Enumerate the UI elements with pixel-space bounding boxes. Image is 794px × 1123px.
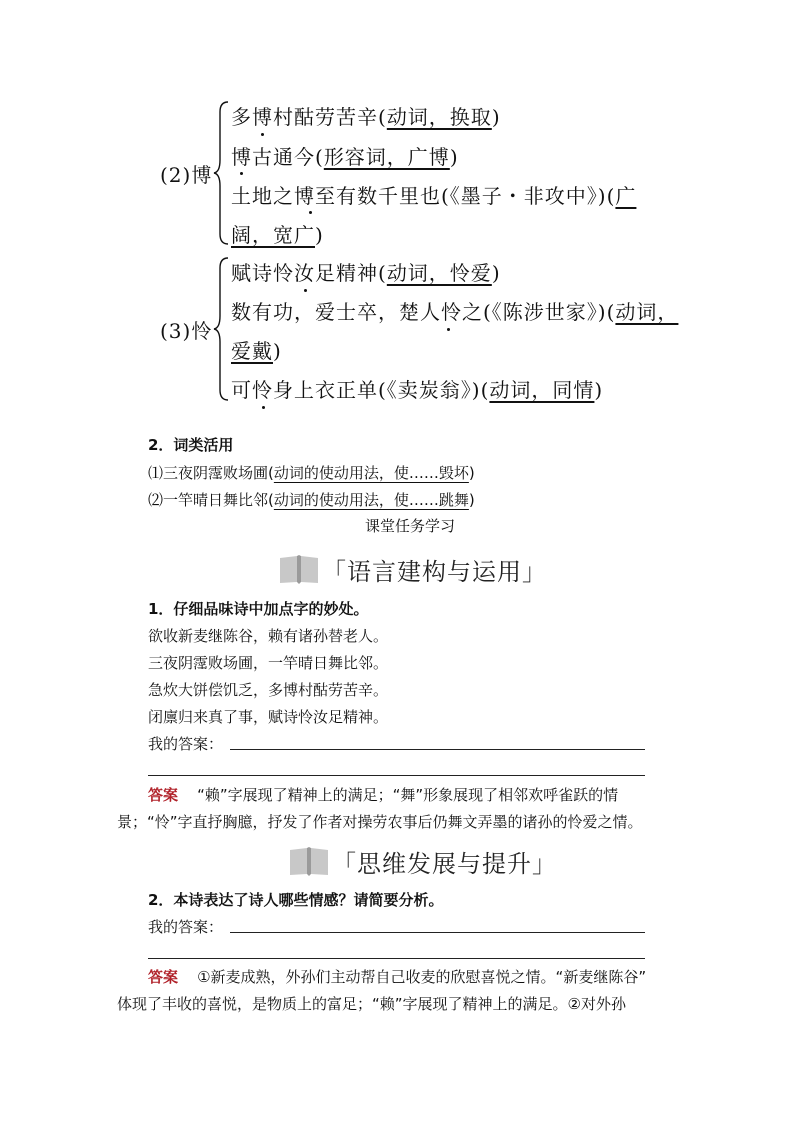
q2-answer-cont: 体现了丰收的喜悦，是物质上的富足；“赖”字展现了精神上的满足。②对外孙	[117, 995, 626, 1013]
emphasis-dot	[240, 172, 243, 175]
q1-answer-line[interactable]	[230, 749, 645, 750]
banner-language	[278, 548, 547, 590]
q1-poem-line: 三夜阴霪败场圃，一竿晴日舞比邻。	[148, 654, 389, 672]
item2-line3: 土地之博至有数千里也(《墨子・非攻中》)(广	[231, 184, 637, 208]
class-title: 课堂任务学习	[365, 517, 456, 535]
book-icon	[278, 552, 320, 586]
q2-answer-line[interactable]	[230, 932, 645, 933]
q1-poem-line: 急炊大饼偿饥乏，多博村酤劳苦辛。	[148, 681, 389, 699]
section2-item2: ⑵一竿晴日舞比邻(动词的使动用法，使……跳舞)	[148, 491, 475, 509]
book-icon	[288, 844, 330, 878]
item2-label: (2)博	[160, 163, 213, 187]
item2-line2: 博古通今(形容词，广博)	[231, 145, 459, 169]
section2-heading: 2．词类活用	[148, 436, 234, 454]
q1-answer-cont: 景；“怜”字直抒胸臆，抒发了作者对操劳农事后仍舞文弄墨的诸孙的怜爱之情。	[117, 813, 643, 831]
item3-line2: 数有功，爱士卒，楚人怜之(《陈涉世家》)(动词，	[231, 300, 679, 324]
emphasis-dot	[309, 211, 312, 214]
q2-my-answer-label: 我的答案：	[148, 918, 224, 936]
banner-language-text: 「语言建构与运用」	[322, 557, 547, 586]
emphasis-dot	[304, 289, 307, 292]
item2-brace	[212, 98, 232, 248]
q1-answer: 答案 “赖”字展现了精神上的满足；“舞”形象展现了相邻欢呼雀跃的情	[148, 786, 619, 804]
q1-answer-line[interactable]	[148, 775, 645, 776]
emphasis-dot	[262, 406, 265, 409]
item3-brace	[212, 254, 232, 404]
q1-my-answer-label: 我的答案：	[148, 735, 224, 753]
item3-line4: 可怜身上衣正单(《卖炭翁》)(动词，同情)	[231, 378, 604, 402]
item3-line1: 赋诗怜汝足精神(动词，怜爱)	[231, 261, 501, 285]
item2-line4: 阔，宽广)	[231, 223, 324, 247]
emphasis-dot	[261, 133, 264, 136]
q2-answer-line[interactable]	[148, 958, 645, 959]
item3-label: (3)怜	[160, 319, 213, 343]
banner-thinking	[288, 840, 557, 882]
q1-title: 1．仔细品味诗中加点字的妙处。	[148, 600, 369, 618]
item3-line3: 爱戴)	[231, 339, 282, 363]
item2-line1: 多博村酤劳苦辛(动词，换取)	[231, 105, 501, 129]
banner-thinking-text: 「思维发展与提升」	[332, 849, 557, 878]
q1-poem-line: 闭廪归来真了事，赋诗怜汝足精神。	[148, 708, 389, 726]
emphasis-dot	[447, 328, 450, 331]
answer-label: 答案	[148, 786, 179, 804]
answer-label: 答案	[148, 968, 179, 986]
q2-title: 2．本诗表达了诗人哪些情感？请简要分析。	[148, 891, 444, 909]
section2-item1: ⑴三夜阴霪败场圃(动词的使动用法，使……毁坏)	[148, 464, 475, 482]
q2-answer: 答案 ①新麦成熟，外孙们主动帮自己收麦的欣慰喜悦之情。“新麦继陈谷”	[148, 968, 647, 986]
q1-poem-line: 欲收新麦继陈谷，赖有诸孙替老人。	[148, 627, 389, 645]
